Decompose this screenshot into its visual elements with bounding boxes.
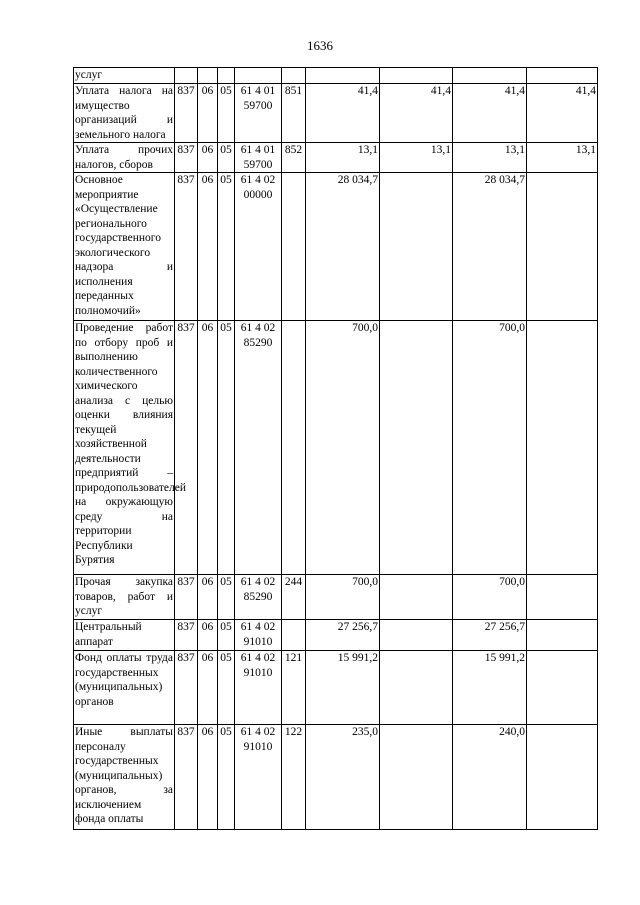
section-code: 06 bbox=[198, 173, 218, 321]
amount-1: 15 991,2 bbox=[306, 651, 380, 725]
section-code: 06 bbox=[198, 84, 218, 143]
expense-type-code bbox=[282, 68, 306, 84]
subsection-code: 05 bbox=[218, 321, 235, 575]
expense-type-code bbox=[282, 321, 306, 575]
row-name: услуг bbox=[74, 68, 175, 84]
amount-4 bbox=[527, 173, 598, 321]
section-code: 06 bbox=[198, 321, 218, 575]
subsection-code: 05 bbox=[218, 143, 235, 173]
amount-3: 41,4 bbox=[453, 84, 527, 143]
amount-1: 41,4 bbox=[306, 84, 380, 143]
amount-1: 28 034,7 bbox=[306, 173, 380, 321]
subsection-code: 05 bbox=[218, 173, 235, 321]
admin-code: 837 bbox=[175, 620, 198, 651]
amount-2 bbox=[380, 68, 453, 84]
amount-4 bbox=[527, 725, 598, 830]
page-number: 1636 bbox=[307, 38, 333, 53]
target-article-code: 61 4 01 59700 bbox=[235, 143, 282, 173]
row-name: Фонд оплаты труда государственных (муниципальных) органов bbox=[74, 651, 175, 725]
target-article-code: 61 4 02 85290 bbox=[235, 575, 282, 620]
amount-3: 15 991,2 bbox=[453, 651, 527, 725]
expense-type-code: 851 bbox=[282, 84, 306, 143]
target-article-code: 61 4 02 91010 bbox=[235, 651, 282, 725]
amount-3: 700,0 bbox=[453, 575, 527, 620]
amount-2 bbox=[380, 725, 453, 830]
amount-2 bbox=[380, 321, 453, 575]
amount-1: 700,0 bbox=[306, 321, 380, 575]
row-name: Прочая закупка товаров, работ и услуг bbox=[74, 575, 175, 620]
table-row bbox=[74, 575, 598, 620]
target-article-code: 61 4 02 91010 bbox=[235, 725, 282, 830]
amount-4 bbox=[527, 68, 598, 84]
admin-code: 837 bbox=[175, 725, 198, 830]
table-row bbox=[74, 725, 598, 830]
target-article-code: 61 4 02 00000 bbox=[235, 173, 282, 321]
expense-type-code: 122 bbox=[282, 725, 306, 830]
row-name: Иные выплаты персоналу государственных (муниципальных) органов, за исключением фонда оплаты bbox=[74, 725, 175, 830]
admin-code: 837 bbox=[175, 321, 198, 575]
table-row bbox=[74, 321, 598, 575]
table-row bbox=[74, 84, 598, 143]
amount-2: 41,4 bbox=[380, 84, 453, 143]
section-code: 06 bbox=[198, 620, 218, 651]
target-article-code: 61 4 02 85290 bbox=[235, 321, 282, 575]
subsection-code: 05 bbox=[218, 620, 235, 651]
section-code: 06 bbox=[198, 575, 218, 620]
amount-3: 13,1 bbox=[453, 143, 527, 173]
table-row bbox=[74, 173, 598, 321]
amount-3: 28 034,7 bbox=[453, 173, 527, 321]
section-code: 06 bbox=[198, 651, 218, 725]
expense-type-code bbox=[282, 620, 306, 651]
amount-2: 13,1 bbox=[380, 143, 453, 173]
expense-type-code bbox=[282, 173, 306, 321]
amount-2 bbox=[380, 620, 453, 651]
admin-code: 837 bbox=[175, 143, 198, 173]
admin-code: 837 bbox=[175, 84, 198, 143]
row-name: Основное мероприятие «Осуществление регионального государственного экологического надзора и исполнения переданных полномочий» bbox=[74, 173, 175, 321]
table-row bbox=[74, 620, 598, 651]
section-code: 06 bbox=[198, 725, 218, 830]
target-article-code: 61 4 01 59700 bbox=[235, 84, 282, 143]
table-row bbox=[74, 68, 598, 84]
expense-type-code: 244 bbox=[282, 575, 306, 620]
section-code: 06 bbox=[198, 143, 218, 173]
target-article-code: 61 4 02 91010 bbox=[235, 620, 282, 651]
amount-4: 41,4 bbox=[527, 84, 598, 143]
row-name: Проведение работ по отбору проб и выполнению количественного химического анализа с целью оценки влияния текущей хозяйственной деятельности предприятий – природопользователей на окружающую среду на территории Республики Бурятия bbox=[74, 321, 175, 575]
amount-1 bbox=[306, 68, 380, 84]
amount-2 bbox=[380, 651, 453, 725]
subsection-code: 05 bbox=[218, 725, 235, 830]
amount-2 bbox=[380, 575, 453, 620]
admin-code: 837 bbox=[175, 651, 198, 725]
amount-3: 27 256,7 bbox=[453, 620, 527, 651]
amount-4 bbox=[527, 575, 598, 620]
amount-3: 700,0 bbox=[453, 321, 527, 575]
amount-1: 700,0 bbox=[306, 575, 380, 620]
section-code bbox=[198, 68, 218, 84]
target-article-code bbox=[235, 68, 282, 84]
admin-code: 837 bbox=[175, 173, 198, 321]
row-name: Уплата налога на имущество организаций и земельного налога bbox=[75, 85, 173, 141]
subsection-code: 05 bbox=[218, 575, 235, 620]
amount-2 bbox=[380, 173, 453, 321]
row-name: Центральный аппарат bbox=[74, 620, 175, 651]
table-row bbox=[74, 143, 598, 173]
subsection-code: 05 bbox=[218, 84, 235, 143]
expense-type-code: 121 bbox=[282, 651, 306, 725]
amount-3: 240,0 bbox=[453, 725, 527, 830]
table-row bbox=[74, 651, 598, 725]
amount-4 bbox=[527, 321, 598, 575]
amount-1: 13,1 bbox=[306, 143, 380, 173]
amount-3 bbox=[453, 68, 527, 84]
admin-code: 837 bbox=[175, 575, 198, 620]
amount-1: 235,0 bbox=[306, 725, 380, 830]
amount-4 bbox=[527, 620, 598, 651]
amount-4: 13,1 bbox=[527, 143, 598, 173]
subsection-code: 05 bbox=[218, 651, 235, 725]
amount-4 bbox=[527, 651, 598, 725]
row-name: Уплата прочих налогов, сборов bbox=[75, 144, 173, 171]
expense-type-code: 852 bbox=[282, 143, 306, 173]
subsection-code bbox=[218, 68, 235, 84]
budget-table bbox=[73, 67, 598, 830]
amount-1: 27 256,7 bbox=[306, 620, 380, 651]
admin-code bbox=[175, 68, 198, 84]
